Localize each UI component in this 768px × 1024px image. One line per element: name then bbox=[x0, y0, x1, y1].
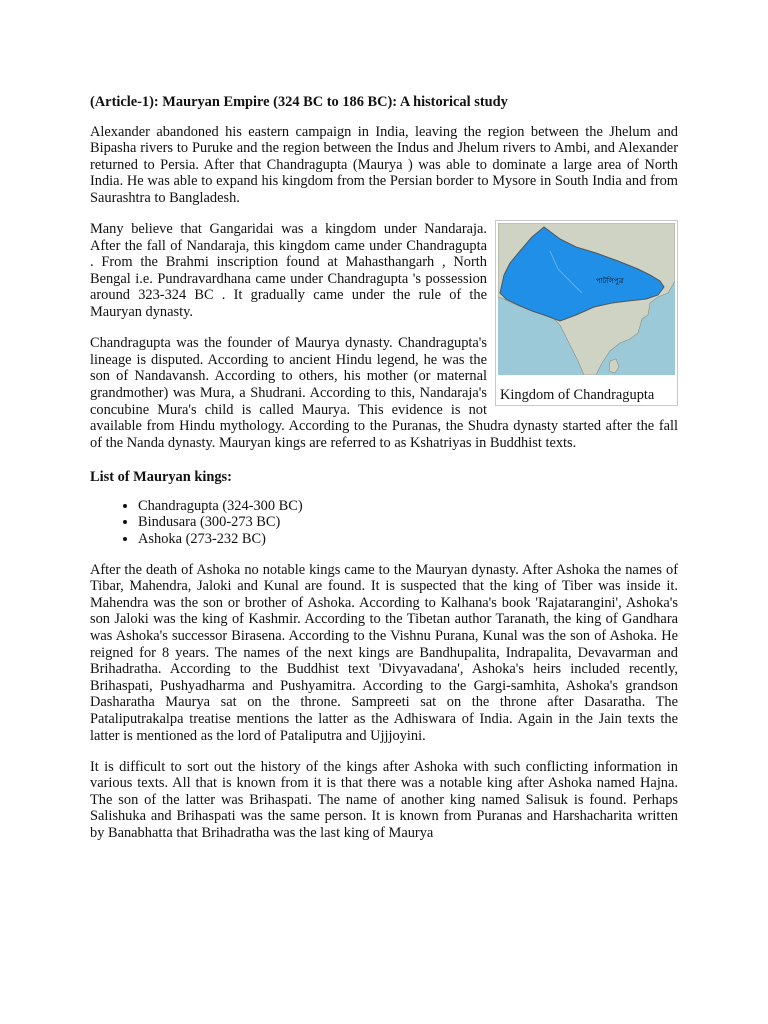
list-item: • Chandragupta (324-300 BC) bbox=[138, 498, 678, 515]
paragraph-intro: Alexander abandoned his eastern campaign in India, leaving the region between the Jhelum and Bipasha rivers to Puruke and the region between the Indus and Jhelum rivers to Ambi, and Alexander returned to Persia. After that Chandragupta (Maurya ) was able to dominate a large area of North India. He was able to expand his kingdom from the Persian border to Mysore in South India and from Saurashtra to Bangladesh. bbox=[90, 123, 678, 206]
article-title: (Article-1): Mauryan Empire (324 BC to 186 BC): A historical study bbox=[90, 94, 508, 110]
kings-heading: List of Mauryan kings: bbox=[90, 469, 232, 486]
list-item: • Bindusara (300-273 BC) bbox=[138, 514, 678, 531]
paragraph-chandragupta: Chandragupta was the founder of Maurya dynasty. Chandragupta's lineage is disputed. According to ancient Hindu legend, he was the son of Nandavansh. According to others, his mother (or maternal grandmother) was Mura, a Shudrani. According to this, Nandaraja's concubine Mura's child is called Maurya. This evidence is not available from Hindu mythology. According to the Puranas, the Shudra dynasty started after the fall of the Nanda dynasty. Mauryan kings are referred to as Kshatriyas in Buddhist texts. bbox=[90, 335, 678, 451]
paragraph-gangaridai: Many believe that Gangaridai was a kingdom under Nandaraja. After the fall of Nandaraja, this kingdom came under Chandragupta . From the Brahmi inscription found at Mahasthangarh , North Bengal i.e. Pundravardhana came under Chandragupta 's possession around 323-324 BC . It gradually came under the rule of the Mauryan dynasty. bbox=[90, 221, 487, 321]
kings-list bbox=[90, 498, 678, 548]
document-page bbox=[90, 94, 678, 856]
list-item: • Ashoka (273-232 BC) bbox=[138, 531, 678, 548]
empire-map-image bbox=[498, 223, 675, 375]
paragraph-after-ashoka: After the death of Ashoka no notable kings came to the Mauryan dynasty. After Ashoka the names of Tibar, Mahendra, Jaloki and Kunal are found. It is suspected that the king of Tiber was inside it. Mahendra was the son or brother of Ashoka. According to Kalhana's book 'Rajatarangini', Ashoka's son Jaloki was the king of Kashmir. According to the Tibetan author Taranath, the king of Gandhara was Ashoka's successor Birasena. According to the Vishnu Purana, Kunal was the son of Ashoka. He reigned for 8 years. The names of the next kings are Bandhupalita, Indrapalita, Devavarman and Brihadratha. According to the Buddhist text 'Divyavadana', Ashoka's heirs included recently, Brihaspati, Pushyadharma and Pushyamitra. According to the Gargi-samhita, Ashoka's grandson Dasharatha Maurya sat on the throne. Sampreeti sat on the throne after Dasaratha. The Pataliputrakalpa treatise mentions the latter as the Adhiswara of India. Again in the Jain texts the latter is mentioned as the lord of Pataliputra and Ujjjoyini. bbox=[90, 561, 678, 744]
paragraph-conflicting-info: It is difficult to sort out the history of the kings after Ashoka with such conflicting information in various texts. All that is known from it is that there was a notable king after Ashoka named Hajna. The son of the latter was Brihaspati. The name of another king named Salisuk is found. Perhaps Salishuka and Brihaspati was the same person. It is known from Puranas and Harshacharita written by Banabhatta that Brihadratha was the last king of Maurya bbox=[90, 758, 678, 842]
map-city-label: পাটলিপুত্র bbox=[596, 277, 624, 286]
figure-caption: Kingdom of Chandragupta bbox=[500, 387, 655, 404]
map-figure bbox=[495, 220, 678, 406]
